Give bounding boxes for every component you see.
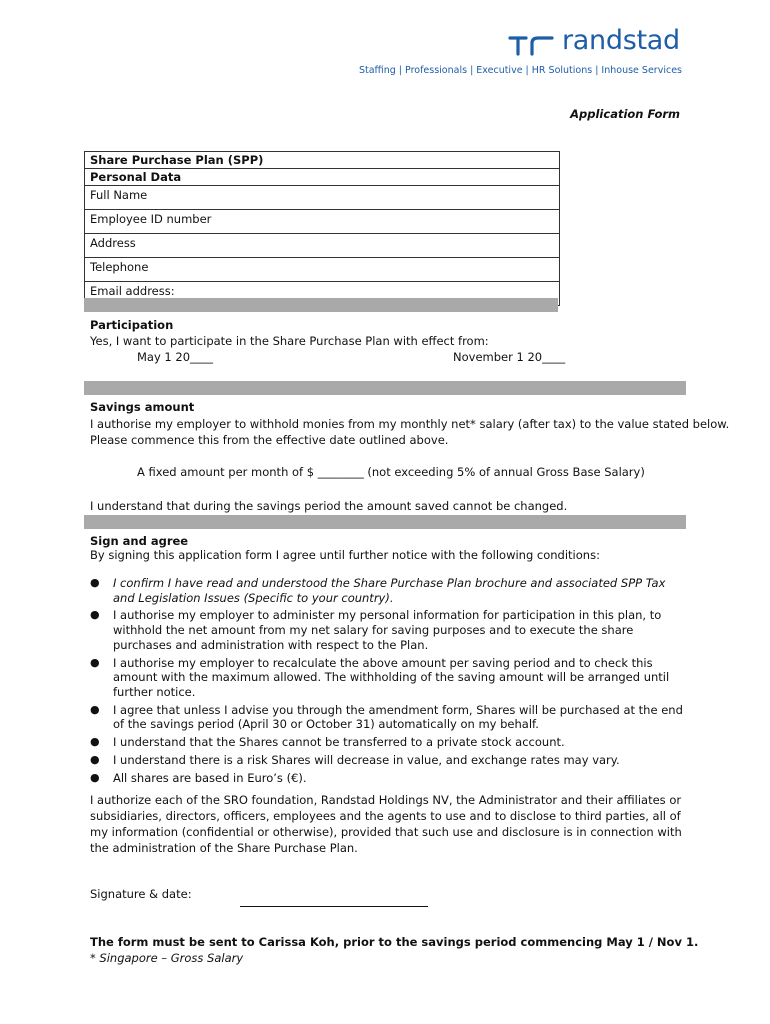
telephone-field[interactable]: Telephone: [85, 258, 559, 282]
fixed-amount-field[interactable]: A fixed amount per month of $ ________ (not exceeding 5% of annual Gross Base Salary): [137, 465, 645, 479]
list-item: [90, 608, 690, 652]
randstad-logo-icon: [508, 34, 554, 56]
email-field[interactable]: Email address:: [90, 284, 175, 298]
employee-id-field[interactable]: Employee ID number: [85, 210, 559, 234]
list-item: [90, 656, 690, 700]
personal-data-heading: Personal Data: [85, 169, 559, 186]
full-name-field[interactable]: Full Name: [85, 186, 559, 210]
address-field[interactable]: Address: [85, 234, 559, 258]
list-item: [90, 735, 690, 750]
list-item-text: I authorise my employer to administer my personal information for participation in this plan, to withhold the net amount from my net salary for saving purposes and to execute the share purchases and administration with respect to the Plan.: [113, 608, 662, 652]
footnote: * Singapore – Gross Salary: [90, 951, 244, 965]
bullet-icon: ●: [90, 735, 100, 749]
randstad-logo: [508, 26, 683, 62]
participation-text: Yes, I want to participate in the Share Purchase Plan with effect from:: [90, 334, 489, 348]
list-item: [90, 771, 690, 786]
list-item-text: I agree that unless I advise you through the amendment form, Shares will be purchased at the end of the savings period (April 30 or October 31) automatically on my behalf.: [113, 702, 683, 732]
personal-data-table: [84, 151, 560, 306]
bullet-icon: ●: [90, 770, 100, 784]
option-november[interactable]: November 1 20____: [453, 350, 566, 364]
list-item-text: I authorise my employer to recalculate the above amount per saving period and to check this amount with the maximum allowed. The withholding of the saving amount will be arranged until further notice.: [113, 655, 670, 700]
list-item-text: I understand there is a risk Shares will decrease in value, and exchange rates may vary.: [113, 752, 620, 767]
bullet-icon: ●: [90, 702, 100, 716]
list-item: [90, 576, 690, 605]
option-may[interactable]: May 1 20____: [137, 350, 214, 364]
savings-line-1: I authorise my employer to withhold monies from my monthly net* salary (after tax) to the value stated below.: [90, 417, 730, 431]
plan-title: Share Purchase Plan (SPP): [85, 152, 559, 169]
participation-heading: Participation: [90, 318, 174, 332]
authorization-paragraph: I authorize each of the SRO foundation, Randstad Holdings NV, the Administrator and their affiliates or subsidiaries, directors, officers, employees and the agents to use and to disclose to third parties, all of my information (confidential or otherwise), provided that such use and disclosure is in connection with the administration of the Share Purchase Plan.: [90, 793, 682, 855]
signature-label: Signature & date:: [90, 887, 192, 901]
list-item: [90, 703, 690, 732]
savings-note: I understand that during the savings period the amount saved cannot be changed.: [90, 499, 568, 513]
brand-name: randstad: [562, 25, 680, 56]
bullet-icon: ●: [90, 576, 100, 589]
section-divider: [84, 298, 558, 312]
list-item-text: I understand that the Shares cannot be transferred to a private stock account.: [113, 735, 565, 750]
conditions-list: [90, 576, 690, 788]
list-item: [90, 753, 690, 768]
section-divider: [84, 381, 686, 395]
form-title: Application Form: [570, 107, 680, 121]
bullet-icon: ●: [90, 655, 100, 669]
sign-intro: By signing this application form I agree until further notice with the following conditions:: [90, 548, 600, 562]
signature-line[interactable]: [240, 905, 428, 907]
list-item-text: I confirm I have read and understood the Share Purchase Plan brochure and associated SPP Tax and Legislation Issues (Specific to your country).: [113, 576, 666, 605]
savings-line-2: Please commence this from the effective date outlined above.: [90, 433, 449, 447]
bullet-icon: ●: [90, 608, 100, 622]
sign-heading: Sign and agree: [90, 534, 189, 548]
section-divider: [84, 515, 686, 529]
send-to-instruction: The form must be sent to Carissa Koh, prior to the savings period commencing May 1 / Nov 1.: [90, 935, 699, 949]
list-item-text: All shares are based in Euro’s (€).: [113, 770, 307, 785]
brand-tagline: Staffing | Professionals | Executive | HR Solutions | Inhouse Services: [358, 65, 682, 76]
savings-heading: Savings amount: [90, 400, 195, 414]
bullet-icon: ●: [90, 752, 100, 766]
